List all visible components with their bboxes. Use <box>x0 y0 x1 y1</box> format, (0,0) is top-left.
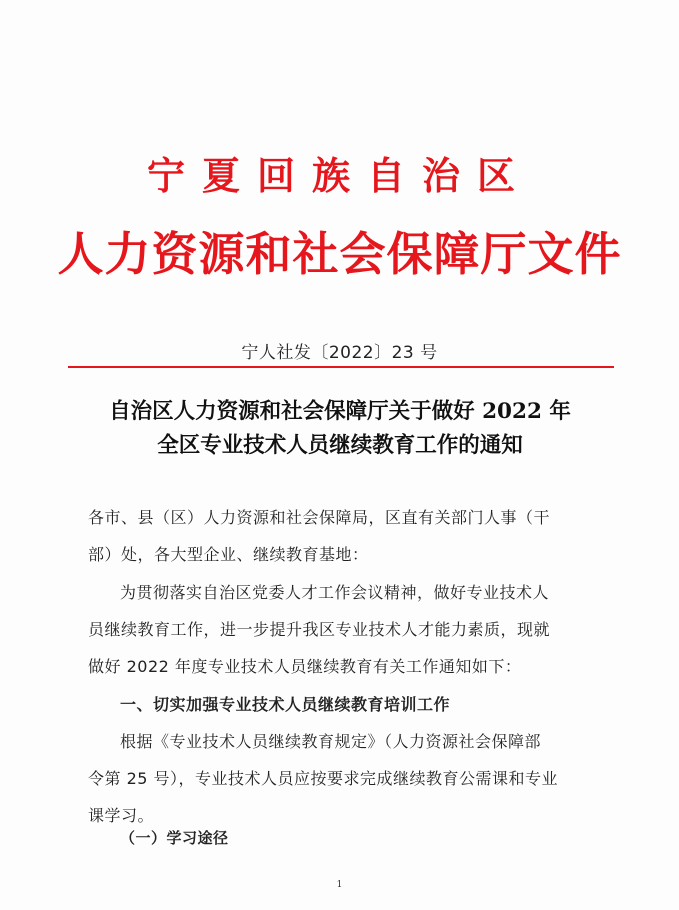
issuing-authority-region: 宁夏回族自治区 <box>146 153 532 198</box>
section-1-heading: 一、切实加强专业技术人员继续教育培训工作 <box>120 695 451 714</box>
title-line-2: 全区专业技术人员继续教育工作的通知 <box>157 433 523 458</box>
issuing-authority-department: 人力资源和社会保障厅文件 <box>57 227 622 281</box>
red-header-divider <box>68 366 614 368</box>
title-line-1: 自治区人力资源和社会保障厅关于做好 2022 年 <box>109 399 571 424</box>
document-number: 宁人社发〔2022〕23 号 <box>241 343 438 363</box>
section-1-line-3: 课学习。 <box>88 806 155 825</box>
intro-paragraph-line-2: 员继续教育工作，进一步提升我区专业技术人才能力素质，现就 <box>88 620 551 639</box>
document-title <box>60 395 620 463</box>
intro-paragraph-line-1: 为贯彻落实自治区党委人才工作会议精神，做好专业技术人 <box>120 583 550 602</box>
addressee-line-2: 部）处，各大型企业、继续教育基地： <box>88 545 369 564</box>
section-1-line-2: 令第 25 号），专业技术人员应按要求完成继续教育公需课和专业 <box>88 769 559 788</box>
section-1-line-1: 根据《专业技术人员继续教育规定》（人力资源社会保障部 <box>120 732 542 751</box>
page-number: 1 <box>336 880 343 890</box>
intro-paragraph-line-3: 做好 2022 年度专业技术人员继续教育有关工作通知如下： <box>88 657 522 676</box>
subsection-1-heading: （一）学习途径 <box>120 829 229 847</box>
addressee-line-1: 各市、县（区）人力资源和社会保障局，区直有关部门人事（干 <box>88 508 551 527</box>
